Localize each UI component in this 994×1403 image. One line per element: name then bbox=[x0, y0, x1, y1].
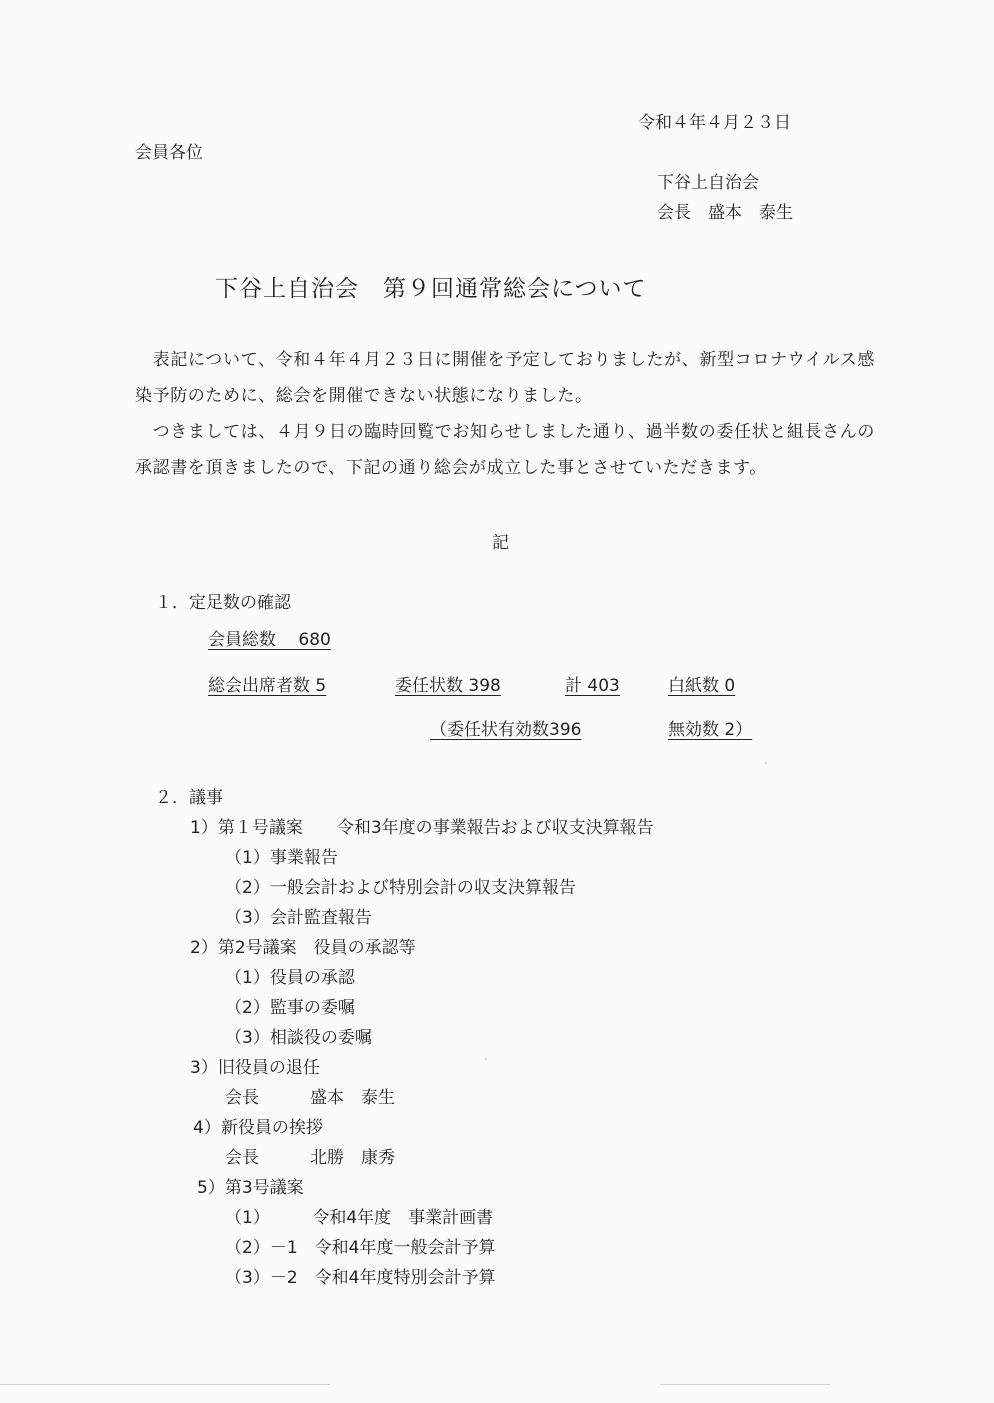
agenda-item-4: 4）新役員の挨拶 bbox=[193, 1118, 323, 1138]
agenda-sub-item: （3）－2 令和4年度特別会計予算 bbox=[225, 1268, 496, 1288]
valid-proxy-count: （委任状有効数396 bbox=[430, 720, 582, 740]
body-paragraph-1: 表記について、令和４年４月２３日に開催を予定しておりましたが、新型コロナウイルス感染予防のために、総会を開催できない状態になりました。 bbox=[135, 350, 875, 406]
scan-artifact bbox=[485, 1058, 487, 1060]
agenda-sub-item: （1）事業報告 bbox=[225, 848, 338, 868]
agenda-sub-item: （3）相談役の委嘱 bbox=[225, 1028, 372, 1048]
agenda-sub-item: 会長 盛本 泰生 bbox=[225, 1088, 395, 1108]
total-count: 計 403 bbox=[565, 676, 620, 696]
recipient: 会員各位 bbox=[135, 143, 203, 163]
attendee-count: 総会出席者数 5 bbox=[208, 676, 327, 696]
members-total: 会員総数 680 bbox=[208, 630, 331, 650]
document-title: 下谷上自治会 第９回通常総会について bbox=[215, 276, 647, 302]
body-paragraph-2: つきましては、４月９日の臨時回覧でお知らせしました通り、過半数の委任状と組長さんの承認書を頂きましたので、下記の通り総会が成立した事とさせていただきます。 bbox=[135, 422, 875, 478]
scan-artifact bbox=[765, 762, 767, 764]
scan-artifact bbox=[0, 1384, 330, 1385]
agenda-sub-item: （2）監事の委嘱 bbox=[225, 998, 355, 1018]
agenda-sub-item: 会長 北勝 康秀 bbox=[225, 1148, 395, 1168]
issue-date: 令和４年４月２３日 bbox=[638, 113, 791, 133]
agenda-item-1: 1）第１号議案 令和3年度の事業報告および収支決算報告 bbox=[190, 818, 654, 838]
section-1-heading: １．定足数の確認 bbox=[155, 593, 291, 613]
agenda-sub-item: （1） 令和4年度 事業計画書 bbox=[225, 1208, 494, 1228]
agenda-item-2: 2）第2号議案 役員の承認等 bbox=[190, 938, 416, 958]
proxy-count: 委任状数 398 bbox=[395, 676, 501, 696]
agenda-sub-item: （2）一般会計および特別会計の収支決算報告 bbox=[225, 878, 576, 898]
scan-artifact bbox=[660, 1384, 830, 1385]
agenda-sub-item: （2）－1 令和4年度一般会計予算 bbox=[225, 1238, 496, 1258]
invalid-count: 無効数 2） bbox=[668, 720, 753, 740]
agenda-sub-item: （3）会計監査報告 bbox=[225, 908, 372, 928]
agenda-item-5: 5）第3号議案 bbox=[197, 1178, 304, 1198]
agenda-item-3: 3）旧役員の退任 bbox=[190, 1058, 320, 1078]
sender-organization: 下谷上自治会 bbox=[657, 173, 759, 193]
blank-count: 白紙数 0 bbox=[668, 676, 736, 696]
agenda-sub-item: （1）役員の承認 bbox=[225, 968, 355, 988]
ki-heading: 記 bbox=[492, 533, 509, 553]
section-2-heading: ２．議事 bbox=[155, 788, 223, 808]
sender-name: 会長 盛本 泰生 bbox=[657, 203, 793, 223]
